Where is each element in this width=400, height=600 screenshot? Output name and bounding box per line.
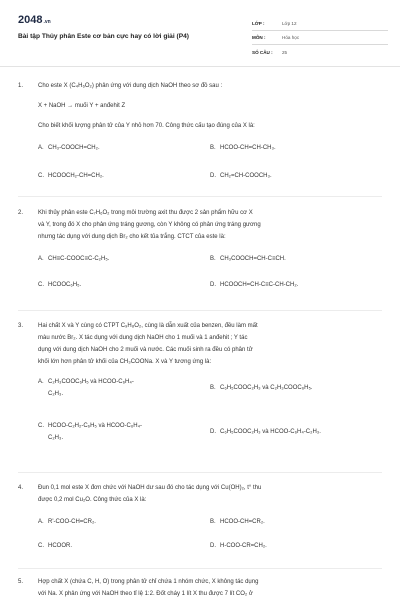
- question-text: Hai chất X và Y cùng có CTPT C₉H₈O₂, cùng là dẫn xuất của benzen, đều làm mất: [38, 323, 258, 329]
- question-text: Cho este X (C₄H₆O₂) phản ứng với dung dịch NaOH theo sơ đồ sau :: [38, 83, 223, 89]
- answer-options: [38, 516, 380, 562]
- answer-option-b[interactable]: [210, 253, 286, 265]
- answer-option-c[interactable]: [38, 540, 72, 552]
- meta-value: 25: [282, 49, 288, 55]
- option-text: HCOO-C₂H₂-C₆H₅ và HCOO-C₆H₄-: [48, 423, 143, 429]
- option-text: R'-COO-CH=CR₂.: [48, 519, 96, 525]
- question-divider: [18, 568, 382, 569]
- option-letter: D.: [210, 173, 216, 179]
- option-letter: A.: [38, 256, 44, 262]
- option-letter: B.: [210, 385, 216, 391]
- answer-option-d[interactable]: [210, 279, 298, 291]
- option-text: HCOOR.: [48, 543, 72, 549]
- answer-options: [38, 253, 380, 305]
- answer-option-a[interactable]: [38, 253, 109, 265]
- answer-options: [38, 142, 380, 202]
- question-text: nhưng tác dụng với dung dịch Br₂ cho kết tủa trắng. CTCT của este là:: [38, 234, 226, 240]
- question-text: với Na. X phản ứng với NaOH theo tỉ lệ 1:2. Đốt cháy 1 lít X thu được 7 lít CO₂ ở: [38, 591, 253, 597]
- answer-option-c[interactable]: [38, 279, 81, 291]
- answer-option-d[interactable]: [210, 426, 321, 438]
- question-2: [18, 207, 380, 305]
- meta-label: SỐ CÂU :: [252, 49, 273, 55]
- meta-value: Lớp 12: [282, 21, 297, 26]
- header-divider: [0, 66, 400, 67]
- question-3: [18, 320, 380, 466]
- question-number: 3.: [18, 323, 24, 329]
- meta-table: [252, 17, 388, 59]
- option-text: CH₃-COOCH=CH₂.: [48, 145, 100, 151]
- question-divider: [18, 196, 382, 197]
- answer-option-a[interactable]: [38, 142, 100, 154]
- answer-option-c[interactable]: [38, 170, 104, 182]
- answer-option-b[interactable]: [210, 382, 313, 394]
- option-text: HCOO-CH=CR₂.: [220, 519, 265, 525]
- question-number: 1.: [18, 83, 24, 89]
- logo-main: 2048: [18, 14, 43, 26]
- question-text: màu nước Br₂. X tác dụng với dung dịch NaOH cho 1 muối và 1 anđehit ; Y tác: [38, 335, 248, 341]
- meta-value: Hóa học: [282, 35, 300, 40]
- question-text: khối lớn hơn phân tử khối của CH₃COONa. X và Y tương ứng là:: [38, 359, 212, 365]
- page-title: Bài tập Thủy phân Este cơ bản cực hay có lời giải (P4): [18, 33, 189, 40]
- option-text: HCOOCH₂-CH=CH₂.: [48, 173, 104, 179]
- answer-option-b[interactable]: [210, 516, 265, 528]
- option-text: C₆H₅COOC₂H₃ và C₂H₃COOC₆H₅.: [220, 385, 313, 391]
- option-text-continued: C₂H₃.: [48, 435, 64, 441]
- option-text: CH≡C-COOC≡C-C₂H₅.: [48, 256, 110, 262]
- option-text-continued: C₂H₃.: [48, 391, 64, 397]
- question-4: [18, 482, 380, 562]
- option-letter: B.: [210, 256, 216, 262]
- meta-label: LỚP :: [252, 21, 265, 26]
- option-letter: D.: [210, 543, 216, 549]
- option-letter: D.: [210, 429, 216, 435]
- question-number: 4.: [18, 485, 24, 491]
- site-logo[interactable]: [18, 14, 51, 26]
- question-text: dụng với dung dịch NaOH cho 2 muối và nước. Các muối sinh ra đều có phân tử: [38, 347, 253, 353]
- question-1: [18, 80, 380, 202]
- answer-option-d[interactable]: [210, 170, 272, 182]
- option-letter: C.: [38, 282, 44, 288]
- option-letter: C.: [38, 423, 44, 429]
- option-letter: A.: [38, 145, 44, 151]
- meta-row-count: [252, 45, 388, 59]
- option-text: C₂H₃COOC₆H₅ và HCOO-C₆H₄-: [48, 379, 134, 385]
- question-text: Cho biết khối lượng phân tử của Y nhỏ hơn 70. Công thức cấu tạo đúng của X là:: [38, 123, 255, 129]
- question-text: X + NaOH → muối Y + anđehit Z: [38, 103, 126, 109]
- option-letter: C.: [38, 173, 44, 179]
- option-text: H-COO-CR=CH₂.: [220, 543, 267, 549]
- question-number: 2.: [18, 210, 24, 216]
- option-letter: C.: [38, 543, 44, 549]
- meta-label: MÔN :: [252, 35, 266, 40]
- meta-row-subject: [252, 31, 388, 45]
- option-letter: A.: [38, 519, 44, 525]
- answer-option-b[interactable]: [210, 142, 276, 154]
- meta-row-class: [252, 17, 388, 31]
- question-text: Khi thủy phân este C₇H₆O₂ trong môi trường axit thu được 2 sản phẩm hữu cơ X: [38, 210, 253, 216]
- question-text: được 0,2 mol Cu₂O. Công thức của X là:: [38, 497, 147, 503]
- page-header: [18, 14, 388, 59]
- option-letter: A.: [38, 379, 44, 385]
- answer-option-a[interactable]: [38, 516, 96, 528]
- question-text: Đun 0,1 mol este X đơn chức với NaOH dư sau đó cho tác dụng với Cu(OH)₂, t° thu: [38, 485, 262, 491]
- option-text: CH₂=CH-COOCH₃.: [220, 173, 272, 179]
- logo-suffix: .vn: [43, 19, 51, 25]
- question-text: Hợp chất X (chứa C, H, O) trong phân tử chỉ chứa 1 nhóm chức, X không tác dụng: [38, 579, 259, 585]
- question-number: 5.: [18, 579, 24, 585]
- option-text: CH₃COOCH=CH-C≡CH.: [220, 256, 286, 262]
- option-letter: D.: [210, 282, 216, 288]
- option-text: HCOO-CH=CH-CH₃.: [220, 145, 276, 151]
- question-divider: [18, 310, 382, 311]
- question-text: và Y, trong đó X cho phản ứng tráng gương, còn Y không có phản ứng tráng gương: [38, 222, 261, 228]
- question-5: [18, 576, 380, 600]
- answer-option-c[interactable]: [38, 420, 142, 444]
- answer-option-d[interactable]: [210, 540, 267, 552]
- option-text: HCOOC₆H₅.: [48, 282, 82, 288]
- option-letter: B.: [210, 519, 216, 525]
- option-text: HCOOCH=CH-C≡C-CH-CH₂.: [220, 282, 299, 288]
- answer-option-a[interactable]: [38, 376, 134, 400]
- answer-options: [38, 376, 380, 466]
- option-text: C₆H₅COOC₂H₃ và HCOO-C₆H₄-C₂H₃.: [220, 429, 321, 435]
- question-divider: [18, 472, 382, 473]
- option-letter: B.: [210, 145, 216, 151]
